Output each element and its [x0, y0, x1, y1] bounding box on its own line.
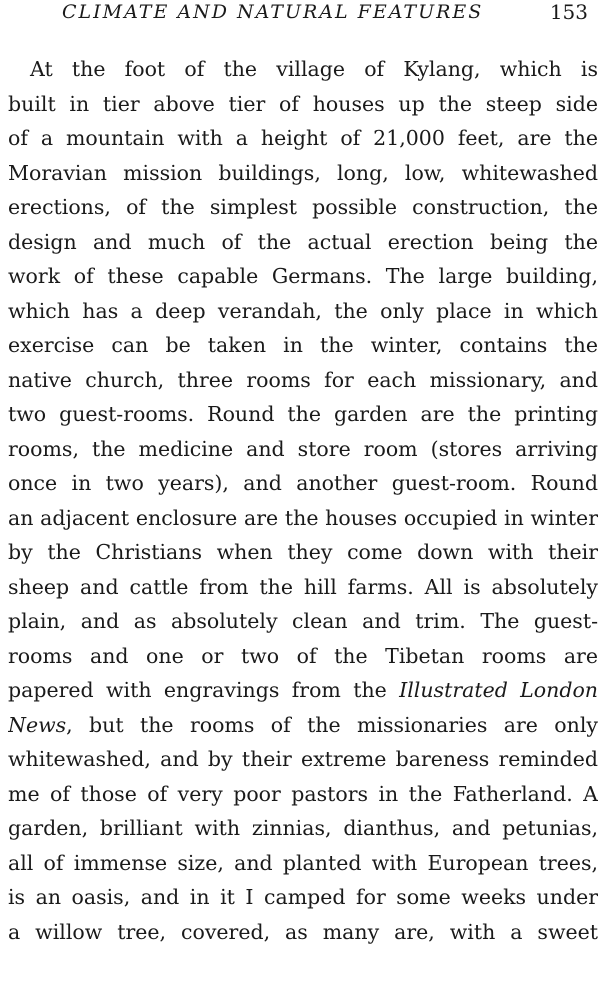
text-line: rooms and one or two of the Tibetan rooms are — [8, 643, 598, 668]
text-line: an adjacent enclosure are the houses occupied in winter — [8, 505, 598, 530]
running-head — [0, 0, 600, 28]
text-line: At the foot of the village of Kylang, which is — [30, 57, 598, 81]
text-line: all of immense size, and planted with European trees, — [8, 850, 598, 875]
text-line: which has a deep verandah, the only place in which — [8, 298, 598, 323]
text-line: of a mountain with a height of 21,000 feet, are the — [8, 126, 598, 150]
text-line: sheep and cattle from the hill farms. All is absolutely — [8, 574, 598, 599]
text-line: garden, brilliant with zinnias, dianthus, and petunias, — [8, 816, 598, 840]
text-line: exercise can be taken in the winter, contains the — [8, 333, 598, 357]
text-line: is an oasis, and in it I camped for some weeks under — [8, 885, 598, 909]
running-title: CLIMATE AND NATURAL FEATURES — [62, 1, 484, 23]
text-line: erections, of the simplest possible construction, the — [8, 195, 598, 219]
text-line: whitewashed, and by their extreme bareness reminded — [8, 747, 598, 771]
italic-title-segment: News — [8, 712, 67, 737]
text-line: native church, three rooms for each missionary, and — [8, 367, 598, 392]
text-line: built in tier above tier of houses up the steep side — [8, 91, 598, 116]
text-line: me of those of very poor pastors in the Fatherland. A — [8, 781, 598, 806]
text-line: two guest-rooms. Round the garden are the printing — [8, 402, 598, 426]
text-line — [8, 708, 598, 743]
page-number: 153 — [549, 0, 588, 24]
text-line: rooms, the medicine and store room (stores arriving — [8, 436, 598, 461]
text-line: a willow tree, covered, as many are, with a sweet — [8, 919, 598, 944]
text-line — [8, 673, 598, 708]
italic-title-segment: Illustrated London — [399, 678, 598, 702]
text-line: design and much of the actual erection being the — [8, 229, 598, 254]
text-segment: , but the rooms of the missionaries are only — [66, 712, 598, 737]
text-line: work of these capable Germans. The large building, — [8, 264, 598, 288]
body-paragraph — [8, 52, 598, 949]
text-line: Moravian mission buildings, long, low, whitewashed — [8, 160, 598, 185]
text-line: by the Christians when they come down with their — [8, 540, 598, 564]
text-line: plain, and as absolutely clean and trim. The guest- — [8, 609, 598, 633]
text-segment: papered with engravings from the — [8, 678, 387, 702]
text-line: once in two years), and another guest-room. Round — [8, 471, 598, 495]
